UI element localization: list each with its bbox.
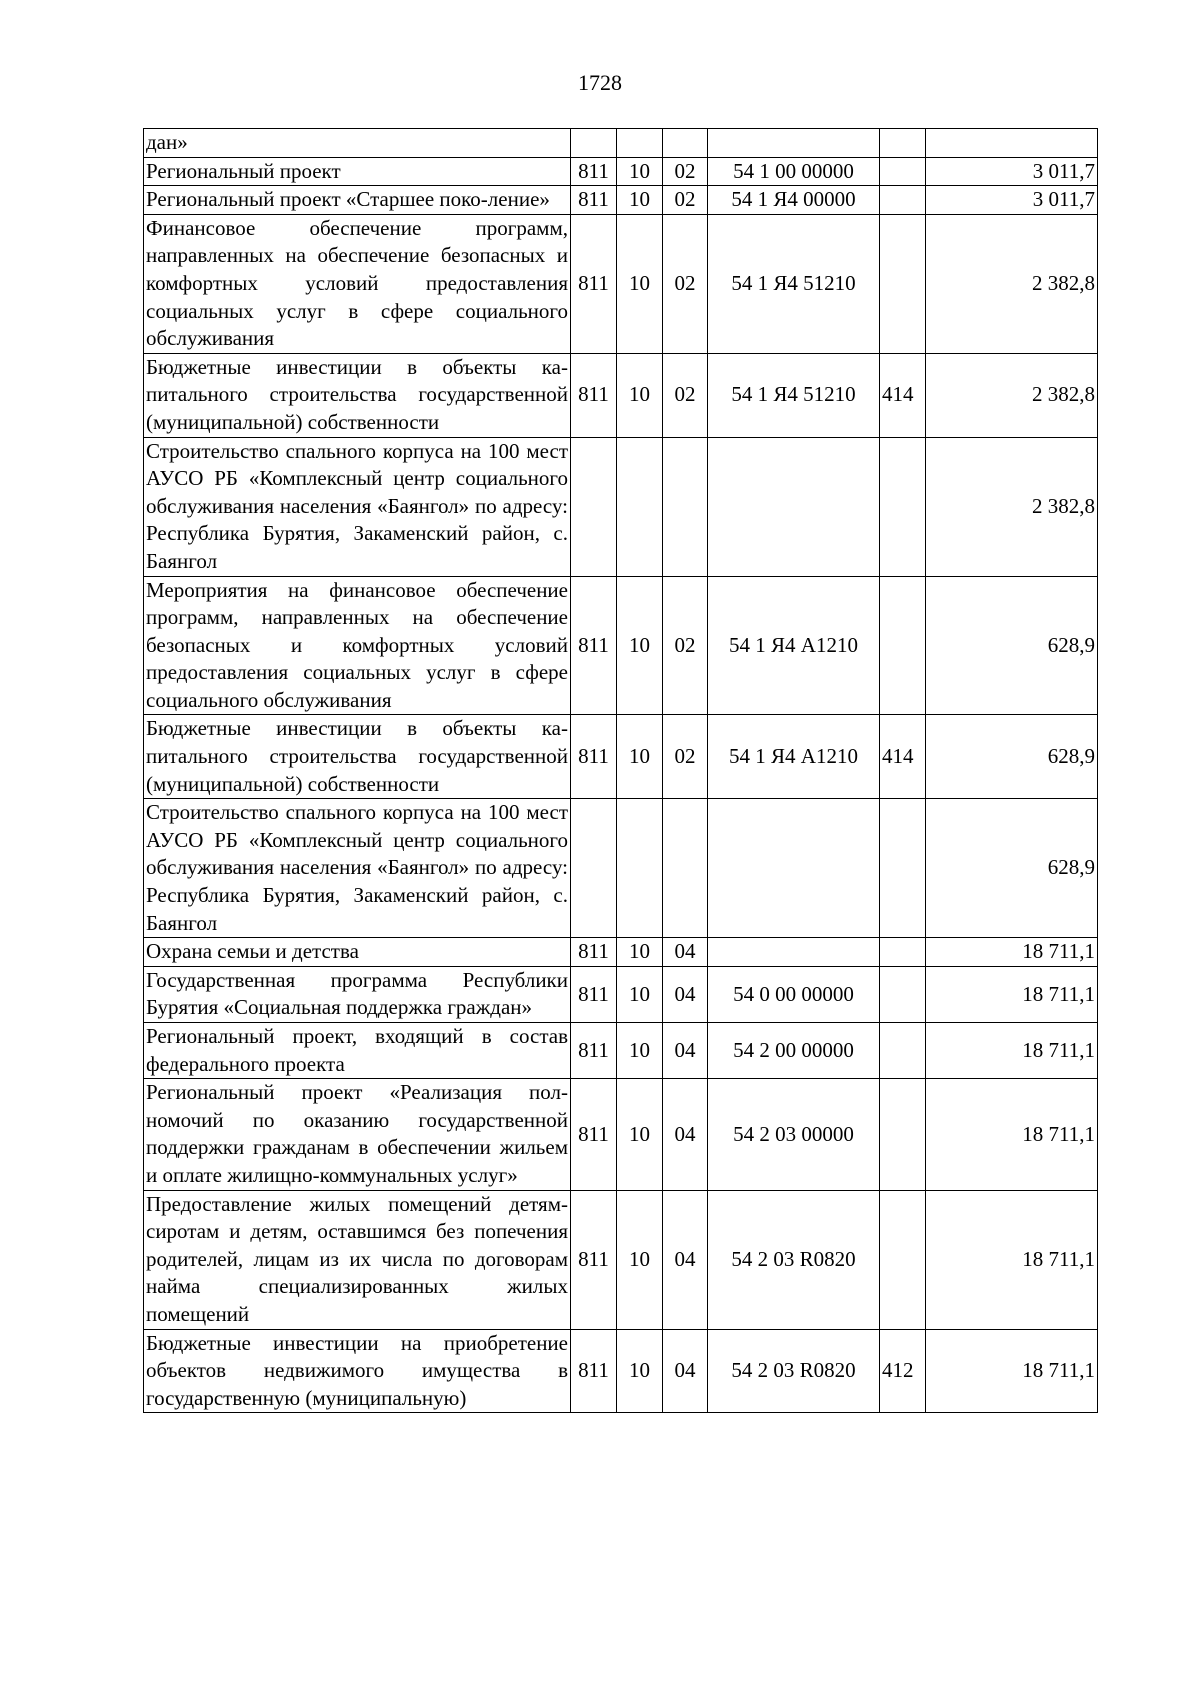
table-row xyxy=(144,157,1098,186)
row-amount-cell: 2 382,8 xyxy=(926,214,1098,353)
budget-table xyxy=(143,128,1098,1413)
row-amount-cell: 3 011,7 xyxy=(926,157,1098,186)
table-row xyxy=(144,186,1098,215)
table-row xyxy=(144,214,1098,353)
row-amount-cell: 628,9 xyxy=(926,576,1098,715)
row-name-cell: Строительство спального корпуса на 100 мест АУСО РБ «Комплексный центр социального обслуживания населения «Баянгол» по адресу: Республика Бурятия, Закаменский район, с. Баянгол xyxy=(144,799,571,938)
row-expense-type-cell xyxy=(880,186,926,215)
row-subsection-cell: 02 xyxy=(663,353,708,437)
row-target-article-cell xyxy=(708,799,880,938)
row-admin-code-cell xyxy=(571,129,617,158)
row-section-cell xyxy=(617,799,663,938)
table-row xyxy=(144,1079,1098,1190)
row-target-article-cell xyxy=(708,938,880,967)
row-amount-cell: 18 711,1 xyxy=(926,1079,1098,1190)
row-target-article-cell xyxy=(708,129,880,158)
row-target-article-cell: 54 1 Я4 А1210 xyxy=(708,715,880,799)
row-admin-code-cell: 811 xyxy=(571,715,617,799)
row-admin-code-cell: 811 xyxy=(571,1079,617,1190)
row-section-cell: 10 xyxy=(617,1079,663,1190)
row-section-cell: 10 xyxy=(617,966,663,1022)
row-target-article-cell: 54 1 Я4 51210 xyxy=(708,353,880,437)
row-name-cell: Региональный проект xyxy=(144,157,571,186)
table-row xyxy=(144,576,1098,715)
row-section-cell: 10 xyxy=(617,715,663,799)
row-amount-cell: 18 711,1 xyxy=(926,1023,1098,1079)
row-section-cell: 10 xyxy=(617,938,663,967)
row-expense-type-cell xyxy=(880,1190,926,1329)
table-row xyxy=(144,715,1098,799)
table-row xyxy=(144,1023,1098,1079)
row-name-cell: Охрана семьи и детства xyxy=(144,938,571,967)
row-admin-code-cell: 811 xyxy=(571,157,617,186)
row-section-cell: 10 xyxy=(617,1329,663,1413)
row-section-cell: 10 xyxy=(617,576,663,715)
row-subsection-cell: 04 xyxy=(663,966,708,1022)
row-section-cell: 10 xyxy=(617,186,663,215)
row-section-cell: 10 xyxy=(617,1023,663,1079)
row-expense-type-cell xyxy=(880,437,926,576)
row-admin-code-cell xyxy=(571,437,617,576)
row-target-article-cell: 54 1 00 00000 xyxy=(708,157,880,186)
row-subsection-cell: 04 xyxy=(663,1079,708,1190)
row-subsection-cell: 02 xyxy=(663,715,708,799)
row-amount-cell: 18 711,1 xyxy=(926,938,1098,967)
row-amount-cell: 2 382,8 xyxy=(926,353,1098,437)
row-amount-cell xyxy=(926,129,1098,158)
row-name-cell: Государственная программа Республики Бурятия «Социальная поддержка граждан» xyxy=(144,966,571,1022)
row-admin-code-cell: 811 xyxy=(571,353,617,437)
row-section-cell xyxy=(617,437,663,576)
row-target-article-cell: 54 2 00 00000 xyxy=(708,1023,880,1079)
row-name-cell: Финансовое обеспечение программ, направленных на обеспечение безопасных и комфортных условий предоставления социальных услуг в сфере социального обслуживания xyxy=(144,214,571,353)
row-expense-type-cell xyxy=(880,1023,926,1079)
row-admin-code-cell xyxy=(571,799,617,938)
table-row xyxy=(144,1190,1098,1329)
row-expense-type-cell xyxy=(880,966,926,1022)
table-row xyxy=(144,437,1098,576)
row-subsection-cell: 02 xyxy=(663,186,708,215)
row-admin-code-cell: 811 xyxy=(571,938,617,967)
row-target-article-cell xyxy=(708,437,880,576)
row-subsection-cell xyxy=(663,437,708,576)
row-subsection-cell: 04 xyxy=(663,938,708,967)
row-amount-cell: 3 011,7 xyxy=(926,186,1098,215)
row-admin-code-cell: 811 xyxy=(571,186,617,215)
row-target-article-cell: 54 1 Я4 А1210 xyxy=(708,576,880,715)
row-name-cell: Региональный проект «Старшее поко-ление» xyxy=(144,186,571,215)
row-admin-code-cell: 811 xyxy=(571,966,617,1022)
row-expense-type-cell: 414 xyxy=(880,353,926,437)
row-target-article-cell: 54 2 03 00000 xyxy=(708,1079,880,1190)
budget-table-body xyxy=(144,129,1098,1413)
row-name-cell: Строительство спального корпуса на 100 мест АУСО РБ «Комплексный центр социального обслуживания населения «Баянгол» по адресу: Республика Бурятия, Закаменский район, с. Баянгол xyxy=(144,437,571,576)
row-subsection-cell: 04 xyxy=(663,1023,708,1079)
page-number: 1728 xyxy=(578,70,622,95)
row-amount-cell: 18 711,1 xyxy=(926,1190,1098,1329)
row-expense-type-cell xyxy=(880,1079,926,1190)
row-target-article-cell: 54 1 Я4 00000 xyxy=(708,186,880,215)
row-expense-type-cell xyxy=(880,938,926,967)
row-expense-type-cell xyxy=(880,214,926,353)
row-target-article-cell: 54 1 Я4 51210 xyxy=(708,214,880,353)
row-subsection-cell xyxy=(663,799,708,938)
row-admin-code-cell: 811 xyxy=(571,576,617,715)
row-expense-type-cell xyxy=(880,157,926,186)
row-section-cell xyxy=(617,129,663,158)
row-name-cell: Региональный проект, входящий в состав федерального проекта xyxy=(144,1023,571,1079)
row-name-cell: Бюджетные инвестиции в объекты капитального строительства государственной (муниципальной) собственности xyxy=(144,715,571,799)
row-section-cell: 10 xyxy=(617,214,663,353)
row-name-cell: Предоставление жилых помещений детям-сиротам и детям, оставшимся без попечения родителей, лицам из их числа по договорам найма специализированных жилых помещений xyxy=(144,1190,571,1329)
row-name-cell: дан» xyxy=(144,129,571,158)
row-amount-cell: 18 711,1 xyxy=(926,1329,1098,1413)
row-admin-code-cell: 811 xyxy=(571,1329,617,1413)
row-expense-type-cell: 412 xyxy=(880,1329,926,1413)
row-subsection-cell: 02 xyxy=(663,214,708,353)
table-row xyxy=(144,799,1098,938)
row-amount-cell: 628,9 xyxy=(926,715,1098,799)
row-admin-code-cell: 811 xyxy=(571,1190,617,1329)
row-target-article-cell: 54 2 03 R0820 xyxy=(708,1190,880,1329)
table-row xyxy=(144,129,1098,158)
row-expense-type-cell xyxy=(880,576,926,715)
row-subsection-cell: 02 xyxy=(663,157,708,186)
row-section-cell: 10 xyxy=(617,353,663,437)
row-expense-type-cell xyxy=(880,129,926,158)
row-amount-cell: 18 711,1 xyxy=(926,966,1098,1022)
table-row xyxy=(144,966,1098,1022)
row-expense-type-cell xyxy=(880,799,926,938)
row-admin-code-cell: 811 xyxy=(571,1023,617,1079)
row-section-cell: 10 xyxy=(617,1190,663,1329)
row-subsection-cell xyxy=(663,129,708,158)
row-name-cell: Мероприятия на финансовое обеспечение программ, направленных на обеспечение безопасных и комфортных условий предоставления социальных услуг в сфере социального обслуживания xyxy=(144,576,571,715)
row-subsection-cell: 04 xyxy=(663,1329,708,1413)
row-amount-cell: 2 382,8 xyxy=(926,437,1098,576)
row-amount-cell: 628,9 xyxy=(926,799,1098,938)
row-subsection-cell: 02 xyxy=(663,576,708,715)
row-subsection-cell: 04 xyxy=(663,1190,708,1329)
row-expense-type-cell: 414 xyxy=(880,715,926,799)
row-name-cell: Региональный проект «Реализация полномочий по оказанию государственной поддержки гражданам в обеспечении жильем и оплате жилищно-коммунальных услуг» xyxy=(144,1079,571,1190)
row-target-article-cell: 54 2 03 R0820 xyxy=(708,1329,880,1413)
row-section-cell: 10 xyxy=(617,157,663,186)
row-name-cell: Бюджетные инвестиции на приобретение объектов недвижимого имущества в государственную (муниципальную) xyxy=(144,1329,571,1413)
row-target-article-cell: 54 0 00 00000 xyxy=(708,966,880,1022)
table-row xyxy=(144,1329,1098,1413)
table-row xyxy=(144,938,1098,967)
row-admin-code-cell: 811 xyxy=(571,214,617,353)
row-name-cell: Бюджетные инвестиции в объекты капитального строительства государственной (муниципальной) собственности xyxy=(144,353,571,437)
table-row xyxy=(144,353,1098,437)
